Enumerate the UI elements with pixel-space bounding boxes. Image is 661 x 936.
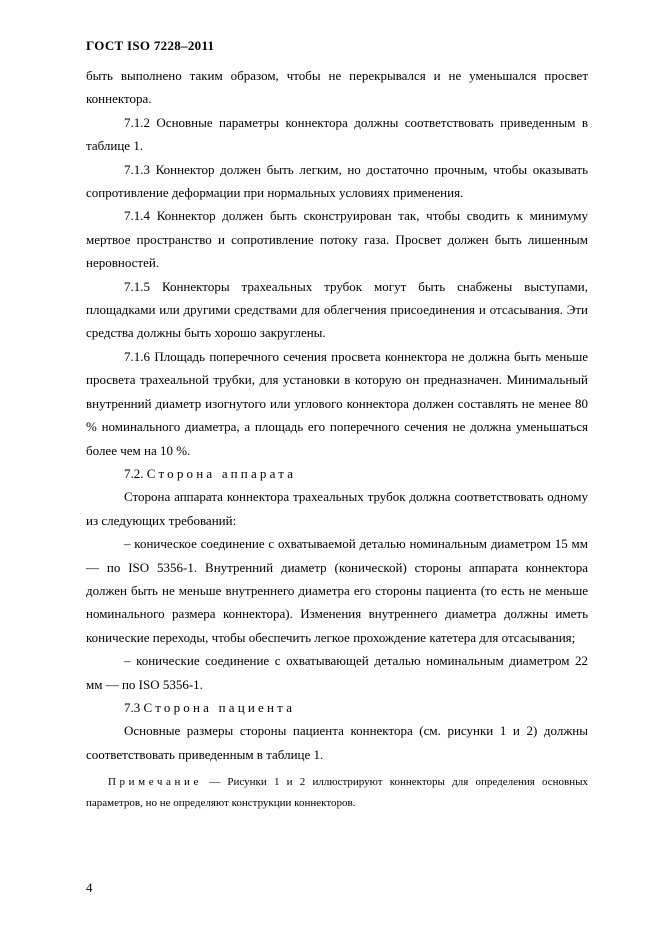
note-text: — Рисунки 1 и 2 иллюстрируют коннекторы для определения основных параметров, но не определяют конструкции коннекторов. [86, 776, 589, 810]
paragraph-7-1-5: 7.1.5 Коннекторы трахеальных трубок могут быть снабжены выступами, площадками или другими средствами для облегчения присоединения и отсасывания. Эти средства должны быть хорошо закруглены. [86, 278, 588, 341]
paragraph-7-1-2: 7.1.2 Основные параметры коннектора должны соответствовать приведенным в таблице 1. [86, 114, 588, 154]
note-paragraph [86, 772, 588, 814]
section-heading-7-2 [86, 462, 588, 485]
paragraph-7-1-6: 7.1.6 Площадь поперечного сечения просвета коннектора не должна быть меньше просвета трахеальной трубки, для установки в которую он предназначен. Минимальный внутренний диаметр изогнутого или углового коннектора должен составлять не менее 80 % номинального диаметра, а площадь его поперечного сечения не должна уменьшаться более чем на 10 %. [86, 348, 588, 458]
document-header: ГОСТ ISO 7228–2011 [86, 38, 215, 53]
section-title: Сторона аппарата [146, 465, 297, 481]
paragraph-7-1-4: 7.1.4 Коннектор должен быть сконструирован так, чтобы сводить к минимуму мертвое пространство и сопротивление потоку газа. Просвет должен быть лишенным неровностей. [86, 208, 588, 271]
section-number: 7.3 [124, 699, 141, 715]
document-body [86, 64, 588, 814]
paragraph-apparatus-side: Сторона аппарата коннектора трахеальных трубок должна соответствовать одному из следующих требований: [86, 489, 588, 528]
list-item-female-connection: – конические соединение с охватывающей деталью номинальным диаметром 22 мм — по ISO 5356-1. [86, 653, 588, 692]
paragraph-continuation: быть выполнено таким образом, чтобы не перекрывался и не уменьшался просвет коннектора. [86, 68, 588, 107]
note-label: Примечание [108, 776, 202, 789]
section-number: 7.2. [124, 465, 144, 481]
page-number: 4 [86, 880, 93, 895]
section-heading-7-3 [86, 696, 588, 719]
list-item-male-connection: – коническое соединение с охватываемой деталью номинальным диаметром 15 мм — по ISO 5356-1. Внутренний диаметр (конической) стороны аппарата коннектора должен быть не меньше внутреннего диаметра его стороны пациента (то есть не меньше номинального размера коннектора). Изменения внутреннего диаметра должны иметь конические переходы, чтобы обеспечить легкое прохождение катетера для отсасывания; [86, 536, 588, 645]
section-title: Сторона пациента [143, 699, 296, 715]
paragraph-7-1-3: 7.1.3 Коннектор должен быть легким, но достаточно прочным, чтобы оказывать сопротивление деформации при нормальных условиях применения. [86, 161, 588, 201]
paragraph-patient-side: Основные размеры стороны пациента коннектора (см. рисунки 1 и 2) должны соответствовать приведенным в таблице 1. [86, 723, 588, 762]
